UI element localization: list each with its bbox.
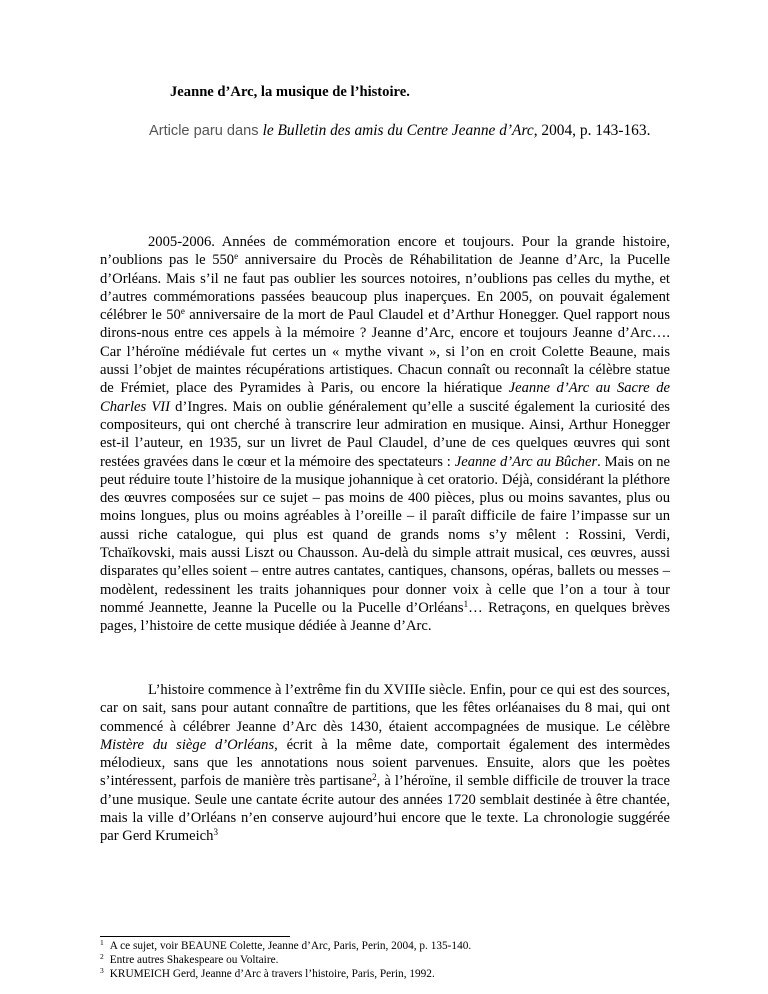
superscript: e <box>180 306 185 317</box>
source-journal: Bulletin des amis du Centre Jeanne d’Arc <box>273 122 534 139</box>
footnote-number: 3 <box>100 966 104 975</box>
oratorio-title: Jeanne d’Arc au Bûcher <box>454 453 598 470</box>
footnotes-list <box>100 939 471 981</box>
document-title: Jeanne d’Arc, la musique de l’histoire. <box>170 84 410 100</box>
artwork-title: Jeanne d’Arc au Sacre de Charles VII <box>100 380 670 415</box>
paragraph-history <box>100 681 670 846</box>
text-run: d’Ingres. Mais on oublie généralement qu’elle a suscité également la curiosité des compositeurs, qui ont cherché à transcrire leur admiration en musique. Ainsi, Arthur Honegger est-il l’auteur, en 1935, sur un livret de Paul Claudel, d’une de ces quelques œuvres qui sont restées gravées dans le cœur et la mémoire des spectateurs : <box>100 398 670 470</box>
text-run: anniversaire du Procès de Réhabilitation de Jeanne d’Arc, la Pucelle d’Orléans. Mais s’il ne faut pas oublier les sources notoires, n’oublions pas celles du mythe, et d’autres commémorations passées beaucoup plus inaperçues. En 2005, on pouvait également célébrer le 50 <box>100 252 670 324</box>
superscript: e <box>234 251 239 262</box>
text-run: anniversaire de la mort de Paul Claudel et d’Arthur Honegger. Quel rapport nous dirons-nous entre ces appels à la mémoire ? Jeanne d’Arc, encore et toujours Jeanne d’Arc…. Car l’héroïne médiévale fut certes un « mythe vivant », si l’on en croit Colette Beaune, mais aussi l’objet de maintes récupérations artistiques. Chacun connaît ou reconnaît la célèbre statue de Frémiet, place des Pyramides à Paris, ou encore la hiératique <box>100 307 671 397</box>
footnote-item <box>100 939 471 953</box>
source-details: , 2004, p. 143-163. <box>533 122 651 139</box>
footnote-text: KRUMEICH Gerd, Jeanne d’Arc à travers l’histoire, Paris, Perin, 1992. <box>109 968 435 980</box>
footnote-number: 1 <box>100 938 104 947</box>
text-run: , à l’héroïne, il semble difficile de trouver la trace d’une musique. Seule une cantate écrite autour des années 1720 semblait destinée à être chantée, mais la ville d’Orléans n’en conserve aujourd’hui encore que le texte. La chronologie suggérée par Gerd Krumeich <box>100 773 670 845</box>
footnote-ref-1[interactable]: 1 <box>463 598 469 609</box>
footnote-item <box>100 953 471 967</box>
text-run: . Mais on ne peut réduire toute l’histoire de la musique johannique à cet oratorio. Déjà, considérant la pléthore des œuvres composées sur ce sujet – pas moins de 400 pièces, plus ou moins savantes, plus ou moins longues, plus ou moins agréables à l’oreille – il paraît difficile de faire l’impasse sur un aussi riche catalogue, qui plus est quand de grands noms s’y mêlent : Rossini, Verdi, Tchaïkovski, mais aussi Liszt ou Chausson. Au-delà du simple attrait musical, ces œuvres, aussi disparates qu’elles soient – entre autres cantates, cantiques, chansons, opéras, ballets ou messes – modèlent, redessinent les traits johanniques pour donner voix à celle que l’on a tour à tour nommé Jeannette, Jeanne la Pucelle ou la Pucelle d’Orléans <box>100 453 670 616</box>
mystery-play-title: Mistère du siège d’Orléans <box>100 736 275 753</box>
text-run: L’histoire commence à l’extrême fin du XVIIIe siècle. Enfin, pour ce qui est des sources, car on sait, sans pour autant connaître de partitions, que les fêtes orléanaises du 8 mai, qui ont commencé à célébrer Jeanne d’Arc dès 1430, étaient accompagnées de musique. Le célèbre <box>100 682 670 735</box>
footnote-item <box>100 967 471 981</box>
text-run: … Retraçons, en quelques brèves pages, l’histoire de cette musique dédiée à Jeanne d’Arc. <box>100 599 671 635</box>
footnote-text: Entre autres Shakespeare ou Voltaire. <box>109 954 279 966</box>
footnote-ref-2[interactable]: 2 <box>372 772 377 783</box>
source-lead: Article paru dans <box>149 123 263 139</box>
footnote-text: A ce sujet, voir BEAUNE Colette, Jeanne d’Arc, Paris, Perin, 2004, p. 135-140. <box>109 940 472 952</box>
footnote-number: 2 <box>100 952 104 961</box>
footnote-separator <box>100 936 290 937</box>
source-article: le <box>262 122 274 139</box>
text-run: 2005-2006. Années de commémoration encore et toujours. Pour la grande histoire, n’oublions pas le 550 <box>100 234 670 269</box>
paragraph-intro <box>100 233 670 636</box>
footnote-ref-3[interactable]: 3 <box>213 827 218 838</box>
publication-source <box>149 122 650 140</box>
text-run: , écrit à la même date, comportait également des intermèdes mélodieux, sans que les annotations nous soient parvenues. Ensuite, alors que les poètes s’intéressent, parfois de manière très partisane <box>100 736 670 790</box>
